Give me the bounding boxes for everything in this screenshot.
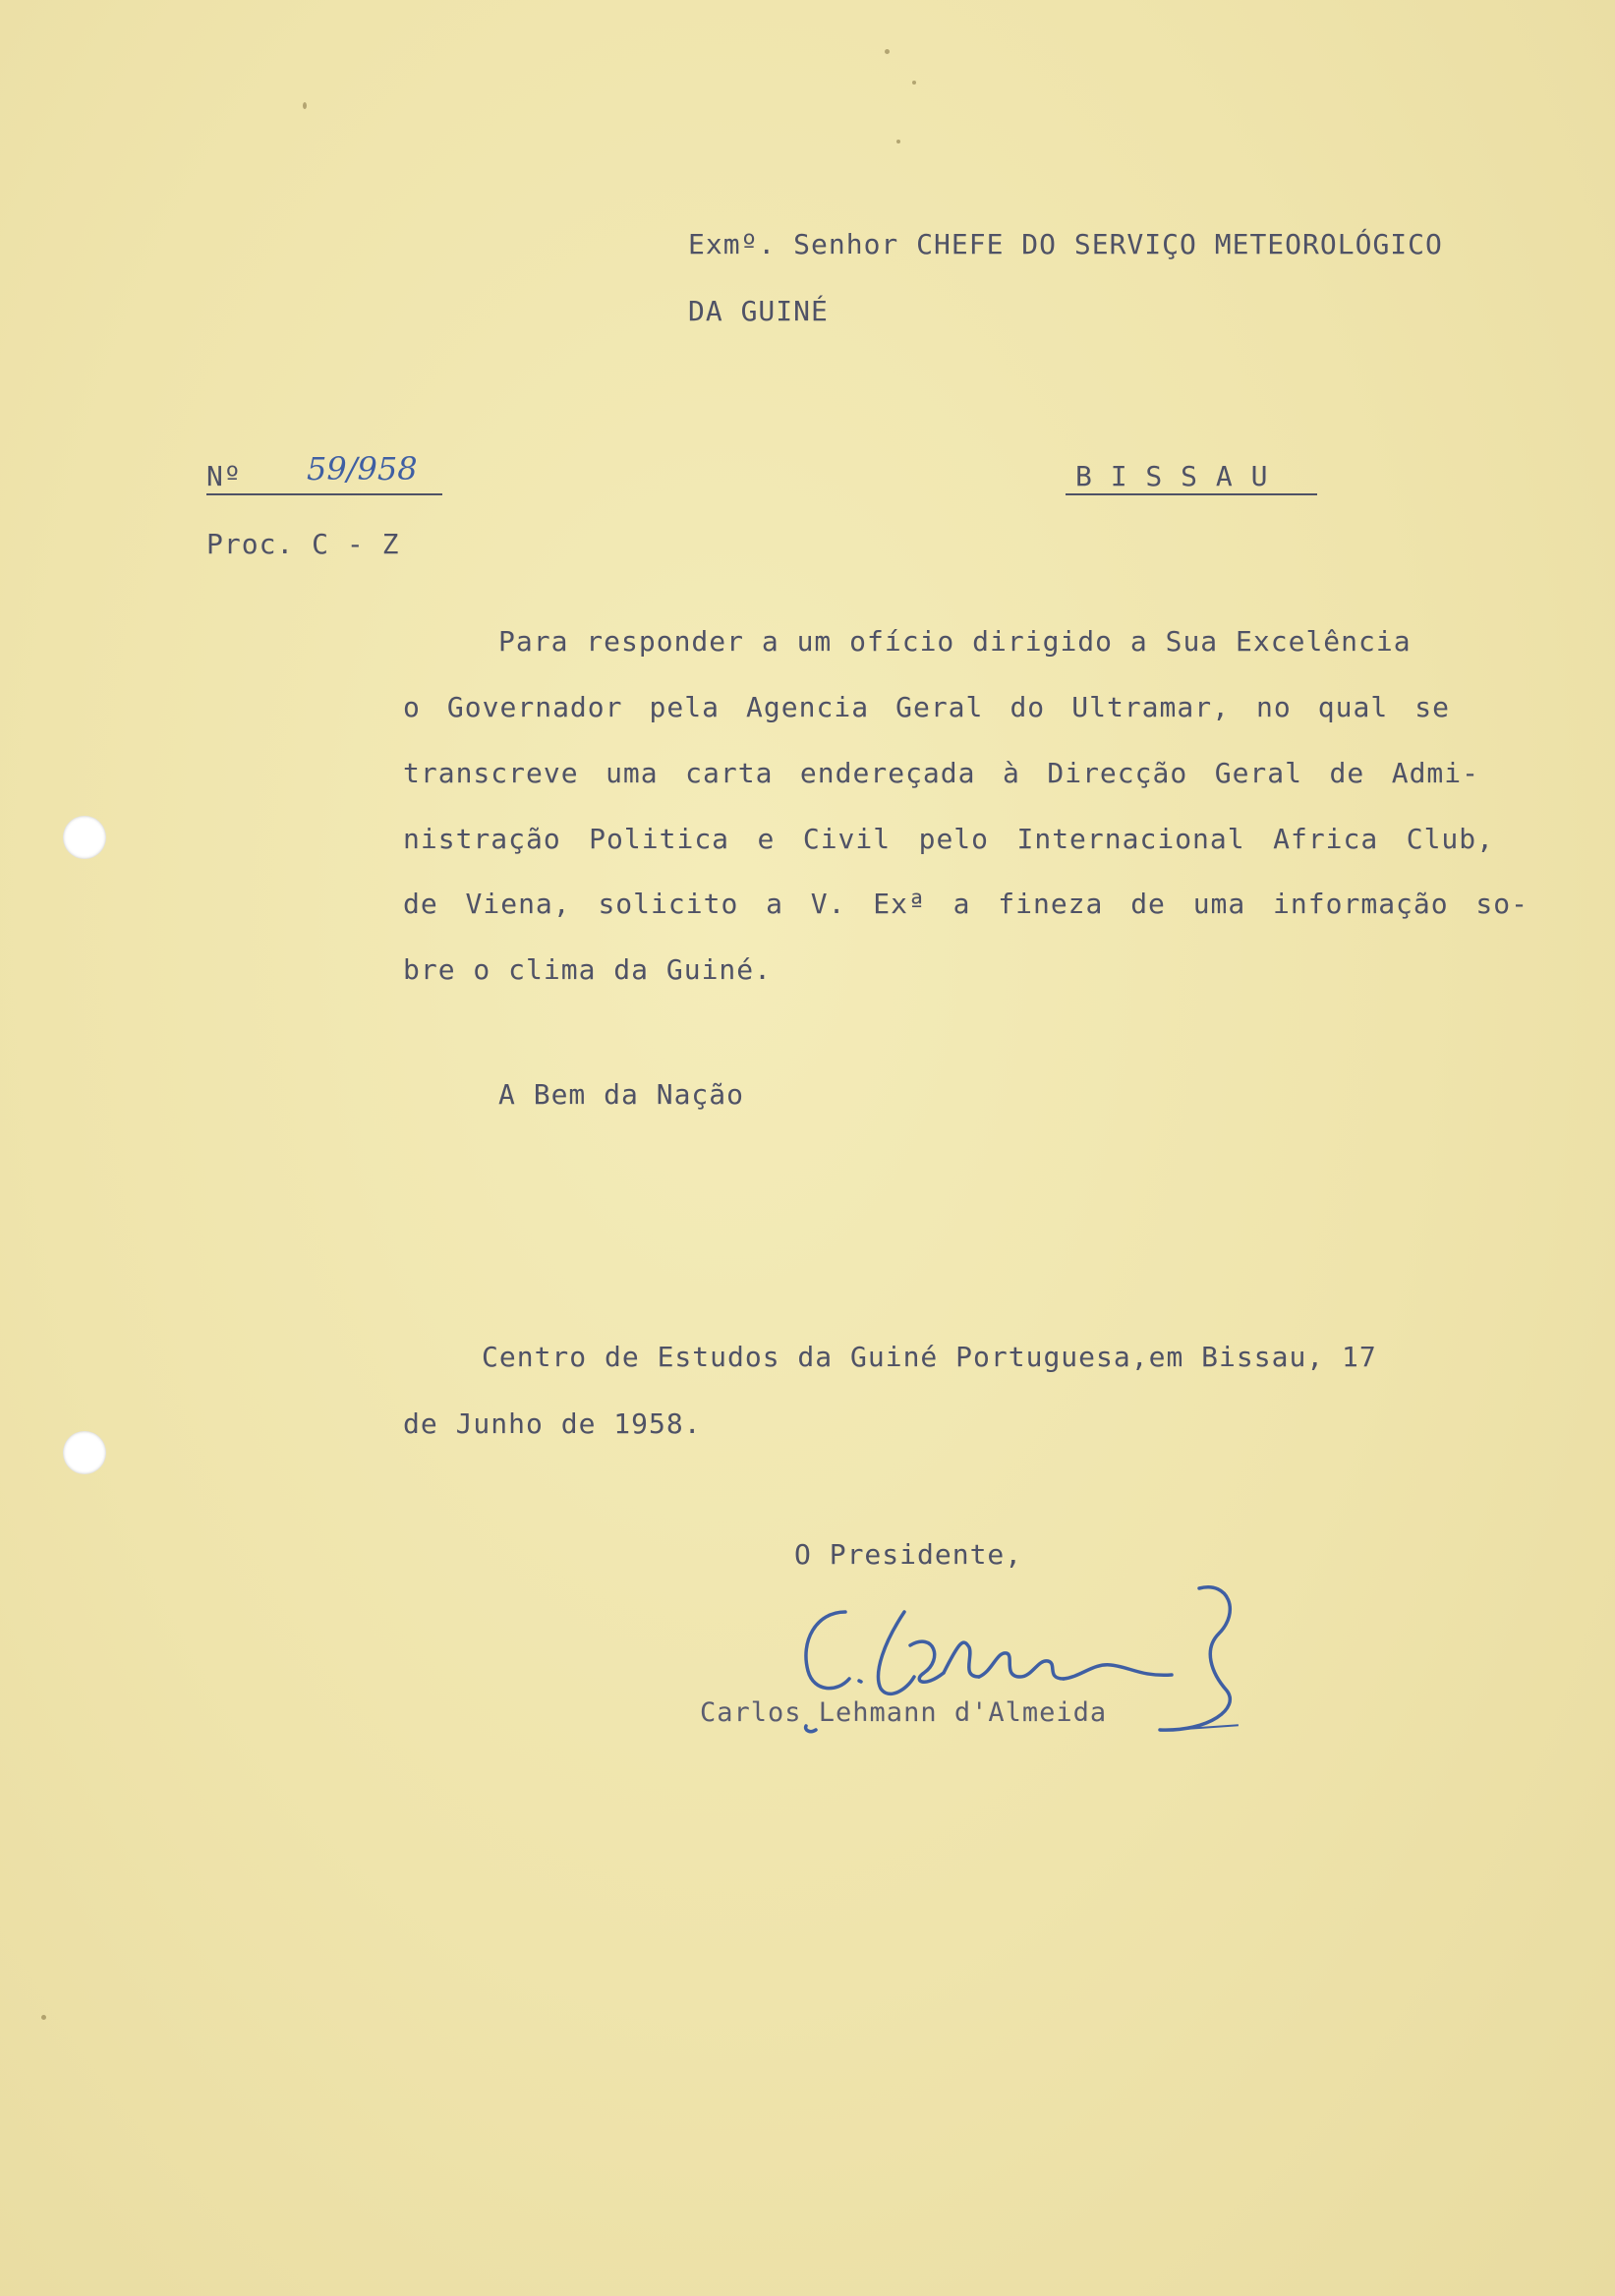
paper-speck [303, 102, 307, 109]
closing-formula: A Bem da Nação [498, 1078, 745, 1111]
signatory-name: Carlos Lehmann d'Almeida [700, 1697, 1108, 1728]
body-line-1: Para responder a um ofício dirigido a Sua Excelência [498, 625, 1412, 658]
body-line-2: o Governador pela Agencia Geral do Ultramar, no qual se [403, 691, 1450, 723]
signature-title: O Presidente, [794, 1538, 1023, 1571]
body-line-3: transcreve uma carta endereçada à Direcção Geral de Admi- [403, 757, 1479, 789]
paper-speck [885, 49, 890, 54]
dateline-line-2: de Junho de 1958. [403, 1407, 702, 1440]
reference-number-underline [206, 493, 442, 495]
reference-number-label: Nº [206, 460, 242, 492]
punch-hole-top [63, 816, 106, 859]
dateline-line-1: Centro de Estudos da Guiné Portuguesa,em Bissau, 17 [482, 1341, 1377, 1373]
place-name: B I S S A U [1075, 460, 1269, 492]
body-line-5: de Viena, solicito a V. Exª a fineza de uma informação so- [403, 888, 1528, 920]
place-underline [1066, 493, 1317, 495]
body-line-6: bre o clima da Guiné. [403, 953, 773, 986]
addressee-line-1: Exmº. Senhor CHEFE DO SERVIÇO METEOROLÓGICO [688, 228, 1443, 260]
reference-number-value: 59/958 [307, 450, 418, 488]
paper-speck [912, 81, 916, 85]
paper-speck [41, 2015, 46, 2020]
addressee-line-2: DA GUINÉ [688, 295, 829, 327]
paper-speck [896, 140, 900, 144]
body-line-4: nistração Politica e Civil pelo Internacional Africa Club, [403, 823, 1494, 855]
proc-reference: Proc. C - Z [206, 528, 400, 560]
punch-hole-bottom [63, 1431, 106, 1474]
